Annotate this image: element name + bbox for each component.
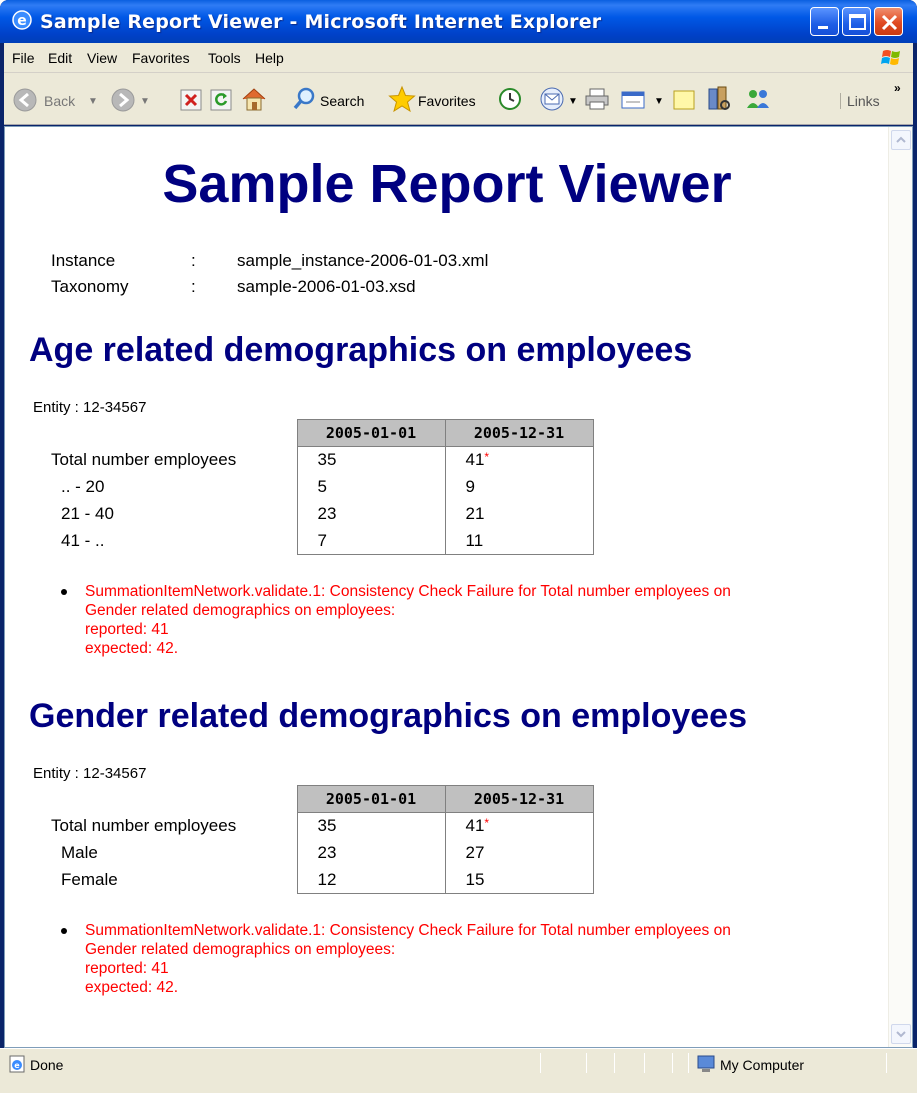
value-cell: 35 (297, 447, 445, 474)
links-label[interactable]: Links (840, 93, 880, 109)
table-row (31, 840, 593, 867)
svg-text:e: e (14, 1061, 20, 1070)
facts-table-age (31, 419, 594, 555)
taxonomy-value: sample-2006-01-03.xsd (237, 277, 416, 296)
error-line: reported: 41 (85, 621, 169, 638)
instance-value: sample_instance-2006-01-03.xml (237, 251, 489, 270)
bullet-icon (61, 928, 67, 934)
menu-file[interactable]: File (12, 50, 35, 66)
table-row (31, 474, 593, 501)
row-label: Total number employees (51, 450, 237, 469)
favorites-star-icon[interactable] (388, 85, 416, 113)
taxonomy-separator: : (191, 277, 196, 296)
value-cell: 27 (445, 840, 593, 867)
minimize-icon (811, 8, 840, 37)
page-done-icon (8, 1055, 28, 1073)
title-bar[interactable] (0, 0, 917, 43)
value-cell: 23 (297, 501, 445, 528)
edit-icon[interactable] (620, 89, 646, 111)
error-line: SummationItemNetwork.validate.1: Consistency Check Failure for Total number employees on (85, 583, 731, 600)
close-button[interactable] (874, 7, 903, 36)
status-text: Done (30, 1057, 64, 1073)
validation-error (61, 582, 861, 662)
research-icon[interactable] (706, 85, 732, 113)
forward-dropdown-icon[interactable]: ▼ (140, 96, 150, 107)
row-label: 41 - .. (61, 531, 105, 550)
row-label: .. - 20 (61, 477, 105, 496)
menu-tools[interactable]: Tools (208, 50, 241, 66)
chevron-up-icon (892, 131, 910, 149)
back-dropdown-icon[interactable]: ▼ (88, 96, 98, 107)
svg-text:e: e (17, 13, 27, 29)
status-bar (0, 1048, 917, 1093)
toolbar-overflow-icon[interactable]: » (894, 81, 901, 95)
error-line: SummationItemNetwork.validate.1: Consistency Check Failure for Total number employees on (85, 922, 731, 939)
back-arrow-icon[interactable] (12, 87, 38, 113)
menu-edit[interactable]: Edit (48, 50, 73, 66)
mail-dropdown-icon[interactable]: ▼ (568, 96, 578, 107)
discuss-icon[interactable] (672, 89, 696, 111)
history-icon[interactable] (498, 87, 522, 111)
table-row (31, 528, 593, 555)
error-line: Gender related demographics on employees: (85, 602, 396, 619)
maximize-icon (843, 8, 872, 37)
minimize-button[interactable] (810, 7, 839, 36)
row-label: Total number employees (51, 816, 237, 835)
entity-label: Entity : 12-34567 (33, 765, 147, 782)
row-label: 21 - 40 (61, 504, 114, 523)
value-cell: 5 (297, 474, 445, 501)
search-label[interactable]: Search (320, 93, 365, 109)
chevron-down-icon (892, 1025, 910, 1043)
row-label: Female (61, 870, 118, 889)
validation-error (61, 921, 861, 1001)
period-header: 2005-12-31 (445, 786, 593, 813)
table-row (31, 867, 593, 894)
standard-toolbar (4, 73, 913, 125)
messenger-icon[interactable] (744, 86, 772, 112)
error-line: expected: 42. (85, 640, 179, 657)
vertical-scrollbar[interactable] (888, 127, 912, 1047)
value-cell: 35 (297, 813, 445, 840)
menu-help[interactable]: Help (255, 50, 284, 66)
bullet-icon (61, 589, 67, 595)
value-cell: 12 (297, 867, 445, 894)
period-header: 2005-01-01 (297, 786, 445, 813)
page-viewport[interactable] (4, 126, 913, 1048)
table-row (31, 447, 593, 474)
section-title-gender: Gender related demographics on employees (29, 697, 748, 735)
mail-icon[interactable] (538, 86, 566, 112)
back-label[interactable]: Back (44, 93, 76, 109)
edit-dropdown-icon[interactable]: ▼ (654, 96, 664, 107)
value-cell: 15 (445, 867, 593, 894)
error-line: expected: 42. (85, 979, 179, 996)
entity-label: Entity : 12-34567 (33, 399, 147, 416)
stop-icon[interactable] (180, 89, 202, 111)
page-title: Sample Report Viewer (162, 154, 732, 214)
windows-flag-icon (879, 47, 905, 69)
scroll-up-button[interactable] (891, 130, 911, 150)
error-flag: * (484, 450, 490, 465)
section-title-age: Age related demographics on employees (29, 331, 693, 369)
my-computer-icon (696, 1054, 720, 1074)
forward-arrow-icon[interactable] (110, 87, 136, 113)
print-icon[interactable] (584, 87, 610, 111)
value-cell: 21 (445, 501, 593, 528)
error-line: Gender related demographics on employees: (85, 941, 396, 958)
home-icon[interactable] (240, 86, 268, 112)
facts-table-gender (31, 785, 594, 894)
error-flag: * (484, 816, 490, 831)
value-cell (445, 447, 593, 474)
scroll-down-button[interactable] (891, 1024, 911, 1044)
value-cell: 11 (445, 528, 593, 555)
table-row (31, 501, 593, 528)
ie-logo-icon (11, 9, 33, 31)
value-text: 41 (465, 816, 485, 836)
menu-favorites[interactable]: Favorites (132, 50, 190, 66)
search-icon[interactable] (292, 86, 318, 112)
error-line: reported: 41 (85, 960, 169, 977)
instance-label: Instance (51, 251, 116, 270)
period-header: 2005-12-31 (445, 420, 593, 447)
menu-view[interactable]: View (87, 50, 118, 66)
close-icon (875, 8, 904, 37)
favorites-label[interactable]: Favorites (418, 93, 476, 109)
report-content (5, 127, 889, 1047)
security-zone-text: My Computer (720, 1057, 805, 1073)
value-cell (445, 813, 593, 840)
taxonomy-label: Taxonomy (51, 277, 129, 296)
table-row (31, 813, 593, 840)
value-cell: 23 (297, 840, 445, 867)
value-cell: 7 (297, 528, 445, 555)
value-text: 41 (465, 450, 485, 470)
instance-separator: : (191, 251, 196, 270)
row-label: Male (61, 843, 98, 862)
refresh-icon[interactable] (210, 89, 232, 111)
value-cell: 9 (445, 474, 593, 501)
menu-bar (4, 43, 913, 73)
window-title: Sample Report Viewer - Microsoft Internet Explorer (40, 11, 602, 33)
period-header: 2005-01-01 (297, 420, 445, 447)
maximize-button[interactable] (842, 7, 871, 36)
